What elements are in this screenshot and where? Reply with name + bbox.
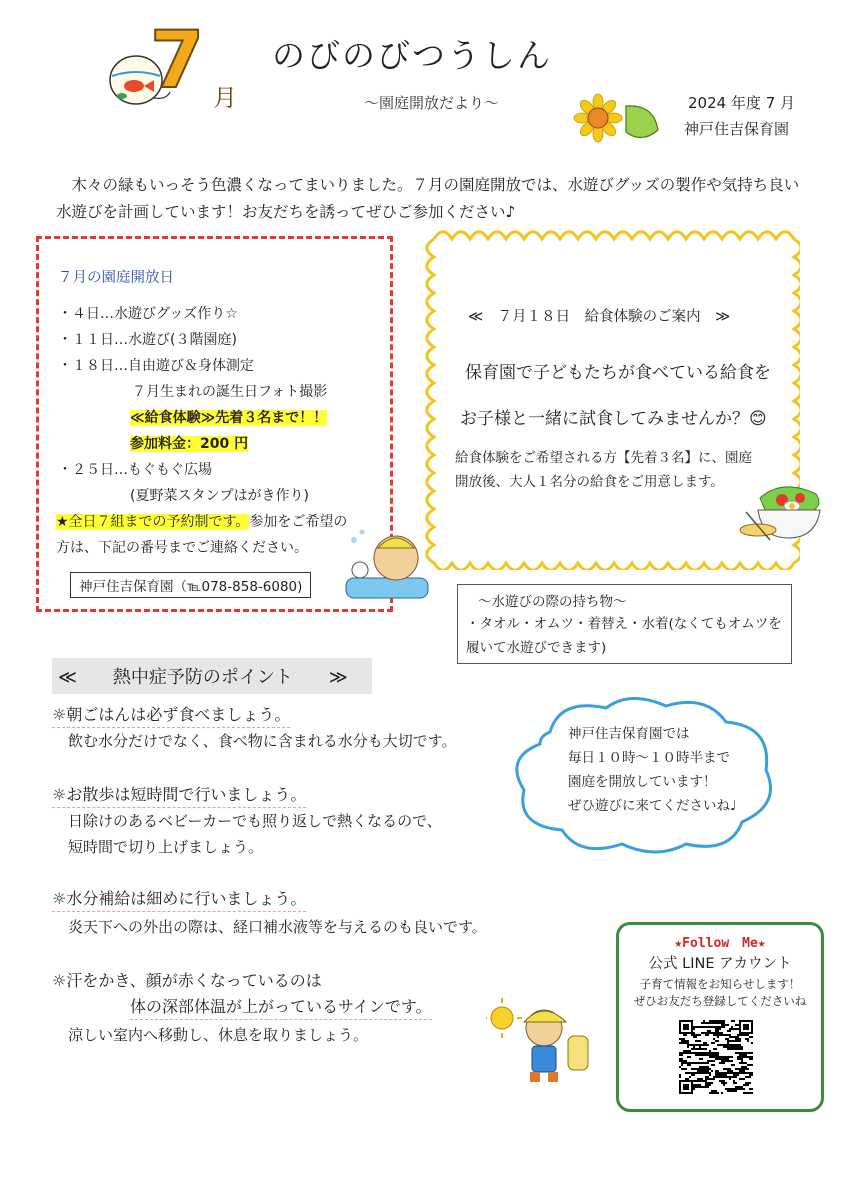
point-sweat-body: 涼しい室内へ移動し、休息を取りましょう。	[68, 1026, 369, 1044]
point-sweat: ☼汗をかき、顔が赤くなっているのは	[52, 971, 322, 990]
schedule-stamp-postcard: (夏野菜スタンプはがき作り)	[130, 488, 309, 504]
page-title: のびのびつうしん	[272, 36, 552, 75]
reservation-text-2: 方は、下記の番号までご連絡ください。	[56, 540, 308, 556]
point-walk: ☼お散歩は短時間で行いましょう。	[52, 782, 306, 808]
phone-contact: 神戸住吉保育園（℡078-858-6080)	[70, 572, 311, 598]
follow-me-label: ★Follow Me★	[674, 936, 766, 951]
point-walk-body-2: 短時間で切り上げましょう。	[68, 838, 264, 856]
schedule-day-4: ・４日…水遊びグッズ作り☆	[58, 306, 238, 322]
schedule-day-11: ・１１日…水遊び(３階園庭)	[58, 332, 237, 348]
point-sweat-2: 体の深部体温が上がっているサインです。	[130, 994, 432, 1020]
lunch-line-2: お子様と一緒に試食してみませんか？😊	[460, 409, 767, 429]
items-text: ・タオル・オムツ・着替え・水着(なくてもオムツを履いて水遊びできます)	[466, 616, 782, 656]
reservation-text: 参加をご希望の	[249, 514, 348, 530]
lunch-detail: 給食体験をご希望される方【先着３名】に、園庭開放後、大人１名分の給食をご用意します。	[455, 450, 752, 490]
point-hydration: ☼水分補給は細めに行いましょう。	[52, 886, 306, 912]
point-breakfast: ☼朝ごはんは必ず食べましょう。	[52, 702, 290, 728]
items-title: ～水遊びの際の持ち物～	[478, 594, 627, 610]
lunch-trial-highlight: ≪給食体験≫先着３名まで！！	[130, 410, 328, 426]
page-subtitle: ～園庭開放だより～	[364, 94, 500, 112]
organization-name: 神戸住吉保育園	[684, 120, 790, 138]
line-account-title: 公式 LINE アカウント	[648, 956, 792, 972]
salad-bowl-icon	[732, 476, 828, 560]
heatstroke-heading: ≪ 熱中症予防のポイント ≫	[52, 658, 372, 694]
schedule-birthday-photo: ７月生まれの誕生日フォト撮影	[132, 384, 328, 400]
point-breakfast-body: 飲む水分だけでなく、食べ物に含まれる水分も大切です。	[68, 732, 457, 750]
schedule-title: ７月の園庭開放日	[58, 270, 174, 286]
cloud-message: 神戸住吉保育園では 毎日１０時～１０時半まで 園庭を開放しています！ ぜひ遊びに来てくださいね♩	[568, 726, 737, 814]
month-number: 7	[150, 16, 205, 106]
fee-highlight: 参加料金：200 円	[130, 436, 249, 452]
issue-date: 2024 年度 7 月	[688, 94, 796, 112]
lunch-line-1: 保育園で子どもたちが食べている給食を	[465, 363, 771, 383]
intro-paragraph: 木々の緑もいっそう色濃くなってまいりました。７月の園庭開放では、水遊びグッズの製作や気持ち良い水遊びを計画しています！お友だちを誘ってぜひご参加ください♪	[56, 176, 800, 221]
reservation-highlight: ★全日７組までの予約制です。	[56, 514, 250, 530]
month-char: 月	[213, 84, 237, 112]
child-pool-icon	[340, 522, 432, 604]
line-account-desc: 子育て情報をお知らせします！ ぜひお友だち登録してくださいね	[633, 977, 807, 1008]
schedule-day-25: ・２５日…もぐもぐ広場	[58, 462, 212, 478]
qr-code[interactable]	[679, 1020, 753, 1094]
point-hydration-body: 炎天下への外出の際は、経口補水液等を与えるのも良いです。	[68, 918, 487, 936]
schedule-day-18: ・１８日…自由遊び＆身体測定	[58, 358, 254, 374]
child-sun-icon	[486, 996, 598, 1088]
sunflower-icon	[572, 92, 662, 144]
lunch-title: ≪ ７月１８日 給食体験のご案内 ≫	[468, 309, 731, 325]
point-walk-body-1: 日除けのあるベビーカーでも照り返しで熱くなるので、	[68, 812, 442, 830]
